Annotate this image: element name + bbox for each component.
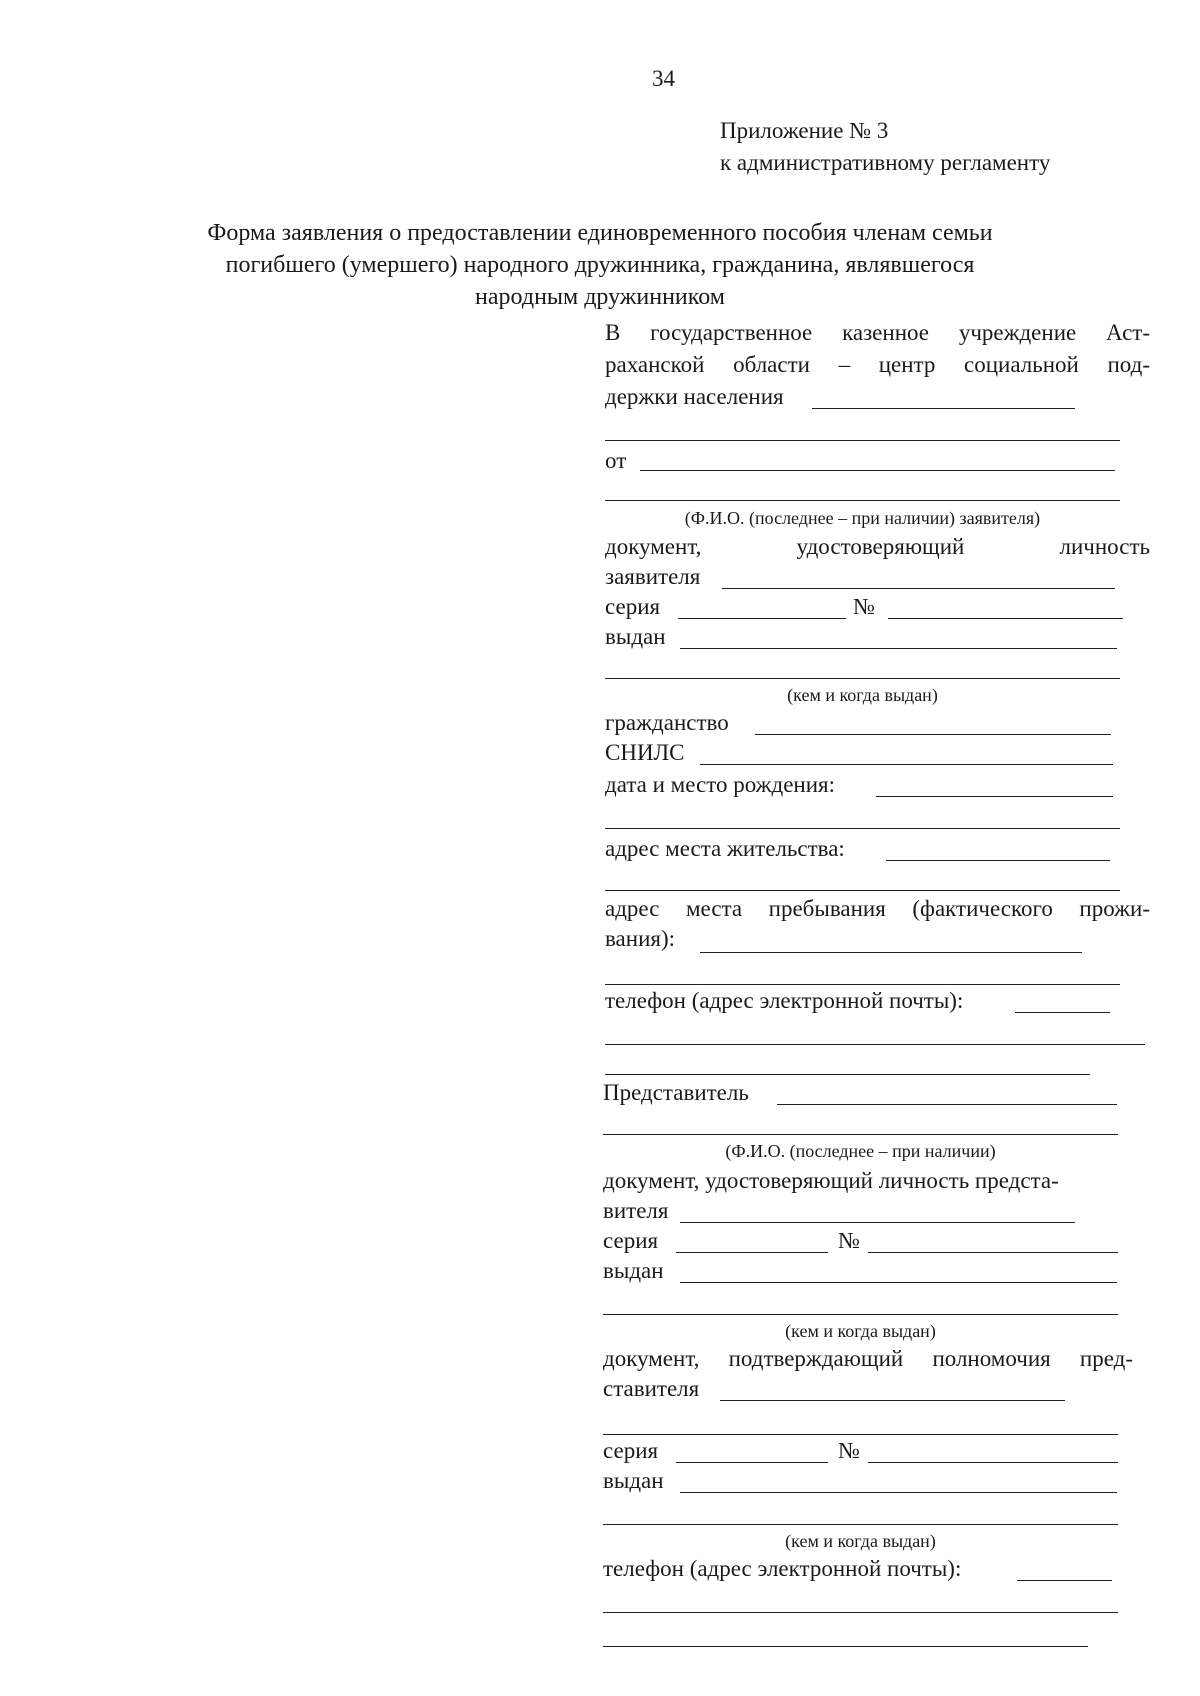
form-title-line1: Форма заявления о предоставлении единовременного пособия членам семьи (207, 220, 993, 246)
stay-blank-2 (605, 984, 1120, 985)
citizenship-blank (755, 734, 1111, 735)
rep-number-blank (868, 1252, 1118, 1253)
rep-number-label: № (838, 1228, 860, 1253)
rep-phone-label: телефон (адрес электронной почты): (603, 1556, 962, 1581)
rep-issued-blank-2 (603, 1314, 1118, 1315)
addressee-blank-1 (812, 408, 1075, 409)
rep-issued-caption: (кем и когда выдан) (785, 1321, 936, 1341)
rep-issued-label-2: выдан (603, 1468, 664, 1493)
applicant-phone-blank-2 (605, 1044, 1145, 1045)
applicant-doc-label-word2: удостоверяющий (796, 534, 965, 559)
representative-label: Представитель (603, 1080, 749, 1105)
rep-doc-label-1: документ, удостоверяющий личность предста- (603, 1168, 1059, 1193)
applicant-series-blank (678, 618, 846, 619)
applicant-doc-label-word1: документ, (605, 534, 702, 559)
representative-name-caption: (Ф.И.О. (последнее – при наличии) (725, 1141, 996, 1161)
snils-label: СНИЛС (605, 740, 685, 765)
addressee-line2: раханской области – центр социальной под- (605, 352, 1150, 377)
rep-issued-label: выдан (603, 1258, 664, 1283)
rep-number-blank-2 (868, 1462, 1118, 1463)
rep-issued-blank-4 (603, 1524, 1118, 1525)
applicant-number-label: № (853, 594, 875, 619)
rep-doc-label-2: вителя (603, 1198, 669, 1223)
from-label: от (605, 448, 627, 473)
rep-issued-blank (680, 1282, 1117, 1283)
rep-series-label-2: серия (603, 1438, 659, 1463)
birth-blank (876, 796, 1113, 797)
stay-label-2: вания): (605, 926, 676, 951)
page-number: 34 (652, 66, 675, 91)
form-title-line2: погибшего (умершего) народного дружинника, гражданина, являвшегося (225, 252, 975, 278)
form-title-line3: народным дружинником (475, 284, 725, 310)
rep-doc-blank (680, 1222, 1075, 1223)
stay-label-1: адрес места пребывания (фактического прожи- (605, 896, 1150, 921)
residence-label: адрес места жительства: (605, 836, 845, 861)
rep-number-label-2: № (838, 1438, 860, 1463)
applicant-issued-caption: (кем и когда выдан) (787, 685, 938, 705)
rep-authority-blank (720, 1400, 1065, 1401)
representative-name-blank (603, 1134, 1118, 1135)
rep-series-blank-2 (676, 1462, 828, 1463)
applicant-phone-blank (1015, 1012, 1110, 1013)
birth-blank-2 (605, 828, 1120, 829)
rep-phone-blank-2 (603, 1612, 1118, 1613)
applicant-doc-blank (722, 588, 1115, 589)
rep-series-blank (676, 1252, 828, 1253)
residence-blank-2 (605, 890, 1120, 891)
rep-series-label: серия (603, 1228, 659, 1253)
representative-blank (777, 1104, 1117, 1105)
applicant-series-label: серия (605, 594, 661, 619)
residence-blank (886, 860, 1110, 861)
applicant-number-blank (888, 618, 1123, 619)
rep-phone-blank-3 (603, 1646, 1088, 1647)
addressee-line1: В государственное казенное учреждение Аст- (605, 320, 1150, 345)
from-blank (640, 470, 1115, 471)
applicant-doc-label-word3: личность (1059, 534, 1150, 559)
applicant-name-caption: (Ф.И.О. (последнее – при наличии) заявителя) (684, 508, 1041, 528)
citizenship-label: гражданство (605, 710, 729, 735)
addressee-line3: держки населения (605, 384, 784, 409)
appendix-line1: Приложение № 3 (720, 118, 889, 143)
applicant-issued-blank (680, 648, 1117, 649)
snils-blank (700, 764, 1113, 765)
addressee-blank-2 (605, 440, 1120, 441)
rep-authority-label-2: ставителя (603, 1376, 700, 1401)
rep-authority-label-1: документ, подтверждающий полномочия пред- (603, 1346, 1133, 1371)
birth-label: дата и место рождения: (605, 772, 836, 797)
stay-blank (700, 952, 1082, 953)
appendix-line2: к административному регламенту (720, 150, 1051, 175)
rep-phone-blank (1017, 1580, 1112, 1581)
applicant-phone-blank-3 (605, 1074, 1090, 1075)
rep-issued-caption-2: (кем и когда выдан) (785, 1531, 936, 1551)
rep-issued-blank-3 (680, 1492, 1117, 1493)
applicant-name-blank (605, 500, 1120, 501)
applicant-issued-blank-2 (605, 678, 1120, 679)
applicant-phone-label: телефон (адрес электронной почты): (605, 988, 964, 1013)
applicant-doc-label-2: заявителя (605, 564, 701, 589)
applicant-issued-label: выдан (605, 624, 666, 649)
rep-authority-blank-2 (603, 1434, 1118, 1435)
